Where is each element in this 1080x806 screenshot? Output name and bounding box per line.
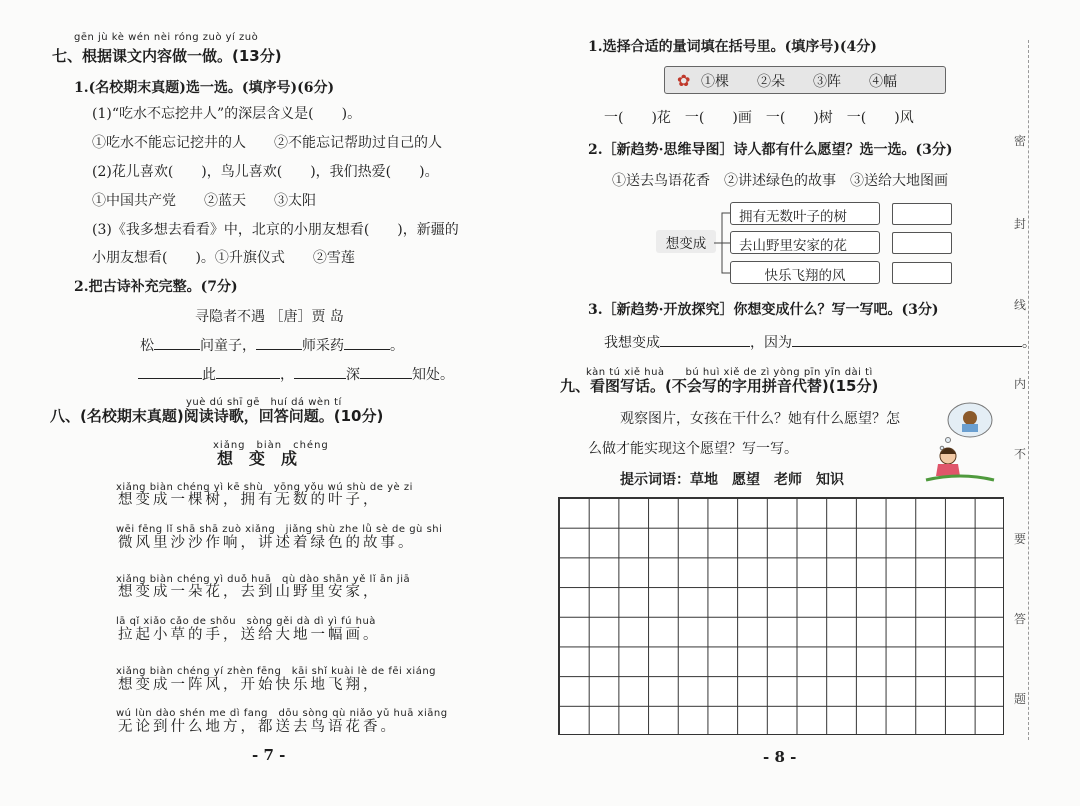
classical-poem-title: 寻隐者不遇 ［唐］贾 岛 [195, 309, 344, 325]
girl-illustration-icon [922, 396, 998, 484]
blank[interactable] [138, 367, 202, 379]
right-q2-label: 2.［新趋势·思维导图］诗人都有什么愿望？选一选。(3分) [588, 142, 953, 158]
sec9-prompt-1: 观察图片，女孩在干什么？她有什么愿望？怎 [620, 411, 900, 427]
binding-char-8: 题 [1014, 692, 1027, 706]
right-q3-answer-line [604, 332, 1036, 352]
poem-line-1-part-2: 问童子， [200, 338, 256, 354]
sec7-q2-label: 2.把古诗补充完整。(7分) [74, 279, 238, 295]
measure-word-blanks[interactable]: 一( )花 一( )画 一( )树 一( )风 [604, 110, 914, 126]
poem-line-2-part-3: 深 [346, 367, 360, 383]
poem-line-2-text: 微风里沙沙作响，讲述着绿色的故事。 [118, 535, 416, 551]
modern-poem-title: 想 变 成 [217, 449, 298, 468]
poem-line-1-part-3: 师采药 [302, 338, 344, 354]
poem-line-1 [140, 335, 404, 355]
blank[interactable] [344, 338, 390, 350]
answer-box-3[interactable] [892, 262, 952, 284]
binding-line [1028, 40, 1029, 740]
q3-middle: ，因为 [750, 335, 792, 351]
hint-words: 提示词语：草地 愿望 老师 知识 [620, 472, 844, 488]
mind-map-branch-3: 快乐飞翔的风 [730, 261, 880, 284]
poem-line-2-part-4: 知处。 [412, 367, 454, 383]
poem-line-4-pinyin: lā qǐ xiǎo cǎo de shǒu sòng gěi dà dì yì fú huà [116, 616, 376, 627]
wish-options: ①送去鸟语花香 ②讲述绿色的故事 ③送给大地图画 [612, 173, 948, 189]
binding-char-1: 密 [1014, 134, 1027, 148]
q3-end: 。 [1022, 335, 1036, 351]
binding-char-7: 答 [1014, 612, 1027, 626]
q3-blank-2[interactable] [792, 335, 1022, 347]
blank[interactable] [360, 367, 412, 379]
binding-char-3: 线 [1014, 298, 1027, 312]
modern-poem-title-pinyin: xiǎng biàn chéng [213, 440, 329, 451]
blank[interactable] [256, 338, 302, 350]
q3-prefix: 我想变成 [604, 335, 660, 351]
writing-grid[interactable] [558, 497, 1004, 735]
sec7-q1-p2-options: ①中国共产党 ②蓝天 ③太阳 [92, 193, 316, 209]
right-q1-label: 1.选择合适的量词填在括号里。(填序号)(4分) [588, 39, 877, 55]
sec7-q1-p2: (2)花儿喜欢( )，鸟儿喜欢( )，我们热爱( )。 [92, 164, 439, 180]
poem-line-1-pinyin: xiǎng biàn chéng yì kē shù yōng yǒu wú shù de yè zi [116, 482, 413, 493]
sec7-q1-label: 1.(名校期末真题)选一选。(填序号)(6分) [74, 80, 335, 96]
binding-char-4: 内 [1014, 377, 1027, 391]
sec7-pinyin: gēn jù kè wén nèi róng zuò yí zuò [74, 32, 259, 43]
binding-char-6: 要 [1014, 532, 1027, 546]
measure-word-options: ①棵 ②朵 ③阵 ④幅 [701, 74, 897, 90]
mind-map-branch-2: 去山野里安家的花 [730, 231, 880, 254]
page-number-left: - 7 - [252, 746, 286, 764]
poem-line-5-pinyin: xiǎng biàn chéng yí zhèn fēng kāi shǐ kuài lè de fēi xiáng [116, 666, 437, 677]
blank[interactable] [216, 367, 280, 379]
sec7-q1-p3a: (3)《我多想去看看》中，北京的小朋友想看( )，新疆的 [92, 222, 459, 238]
mind-map-branch-1: 拥有无数叶子的树 [730, 202, 880, 225]
poem-line-3-text: 想变成一朵花，去到山野里安家， [118, 584, 381, 600]
flower-icon: ✿ [677, 71, 691, 90]
poem-line-2 [138, 364, 454, 384]
blank[interactable] [294, 367, 346, 379]
binding-char-5: 不 [1014, 447, 1027, 461]
measure-word-options-box [664, 66, 946, 94]
answer-box-1[interactable] [892, 203, 952, 225]
poem-line-6-pinyin: wú lùn dào shén me dì fang dōu sòng qù niǎo yǔ huā xiāng [116, 708, 448, 719]
poem-line-2-pinyin: wēi fēng lǐ shā shā zuò xiǎng jiǎng shù zhe lǜ sè de gù shi [116, 524, 443, 535]
poem-line-5-text: 想变成一阵风，开始快乐地飞翔， [118, 677, 381, 693]
page-number-right: - 8 - [763, 748, 797, 766]
binding-char-2: 封 [1014, 217, 1027, 231]
q3-blank-1[interactable] [660, 335, 750, 347]
sec8-pinyin: yuè dú shī gē huí dá wèn tí [186, 397, 342, 408]
poem-line-1-text: 想变成一棵树，拥有无数的叶子， [118, 492, 381, 508]
sec7-title: 七、根据课文内容做一做。(13分) [52, 47, 282, 65]
poem-line-3-pinyin: xiǎng biàn chéng yì duǒ huā qù dào shān yě lǐ ān jiā [116, 574, 411, 585]
poem-line-4-text: 拉起小草的手，送给大地一幅画。 [118, 627, 381, 643]
poem-line-1-part-4: 。 [390, 338, 404, 354]
mind-map-center: 想变成 [656, 230, 716, 253]
sec9-prompt-2: 么做才能实现这个愿望？写一写。 [588, 441, 798, 457]
sec9-title: 九、看图写话。(不会写的字用拼音代替)(15分) [560, 377, 879, 395]
poem-line-2-part-2: ， [280, 367, 294, 383]
sec8-title: 八、(名校期末真题)阅读诗歌，回答问题。(10分) [50, 407, 384, 425]
sec7-q1-p3b: 小朋友想看( )。①升旗仪式 ②雪莲 [92, 250, 355, 266]
sec9-pinyin: kàn tú xiě huà bú huì xiě de zì yòng pīn yīn dài tì [586, 367, 873, 378]
right-q3-label: 3.［新趋势·开放探究］你想变成什么？写一写吧。(3分) [588, 302, 939, 318]
poem-line-1-part-1: 松 [140, 338, 154, 354]
sec7-q1-p1-options: ①吃水不能忘记挖井的人 ②不能忘记帮助过自己的人 [92, 135, 442, 151]
sec7-q1-p1: (1)“吃水不忘挖井人”的深层含义是( )。 [92, 106, 362, 122]
answer-box-2[interactable] [892, 232, 952, 254]
poem-line-6-text: 无论到什么地方，都送去鸟语花香。 [118, 719, 398, 735]
blank[interactable] [154, 338, 200, 350]
poem-line-2-part-1: 此 [202, 367, 216, 383]
